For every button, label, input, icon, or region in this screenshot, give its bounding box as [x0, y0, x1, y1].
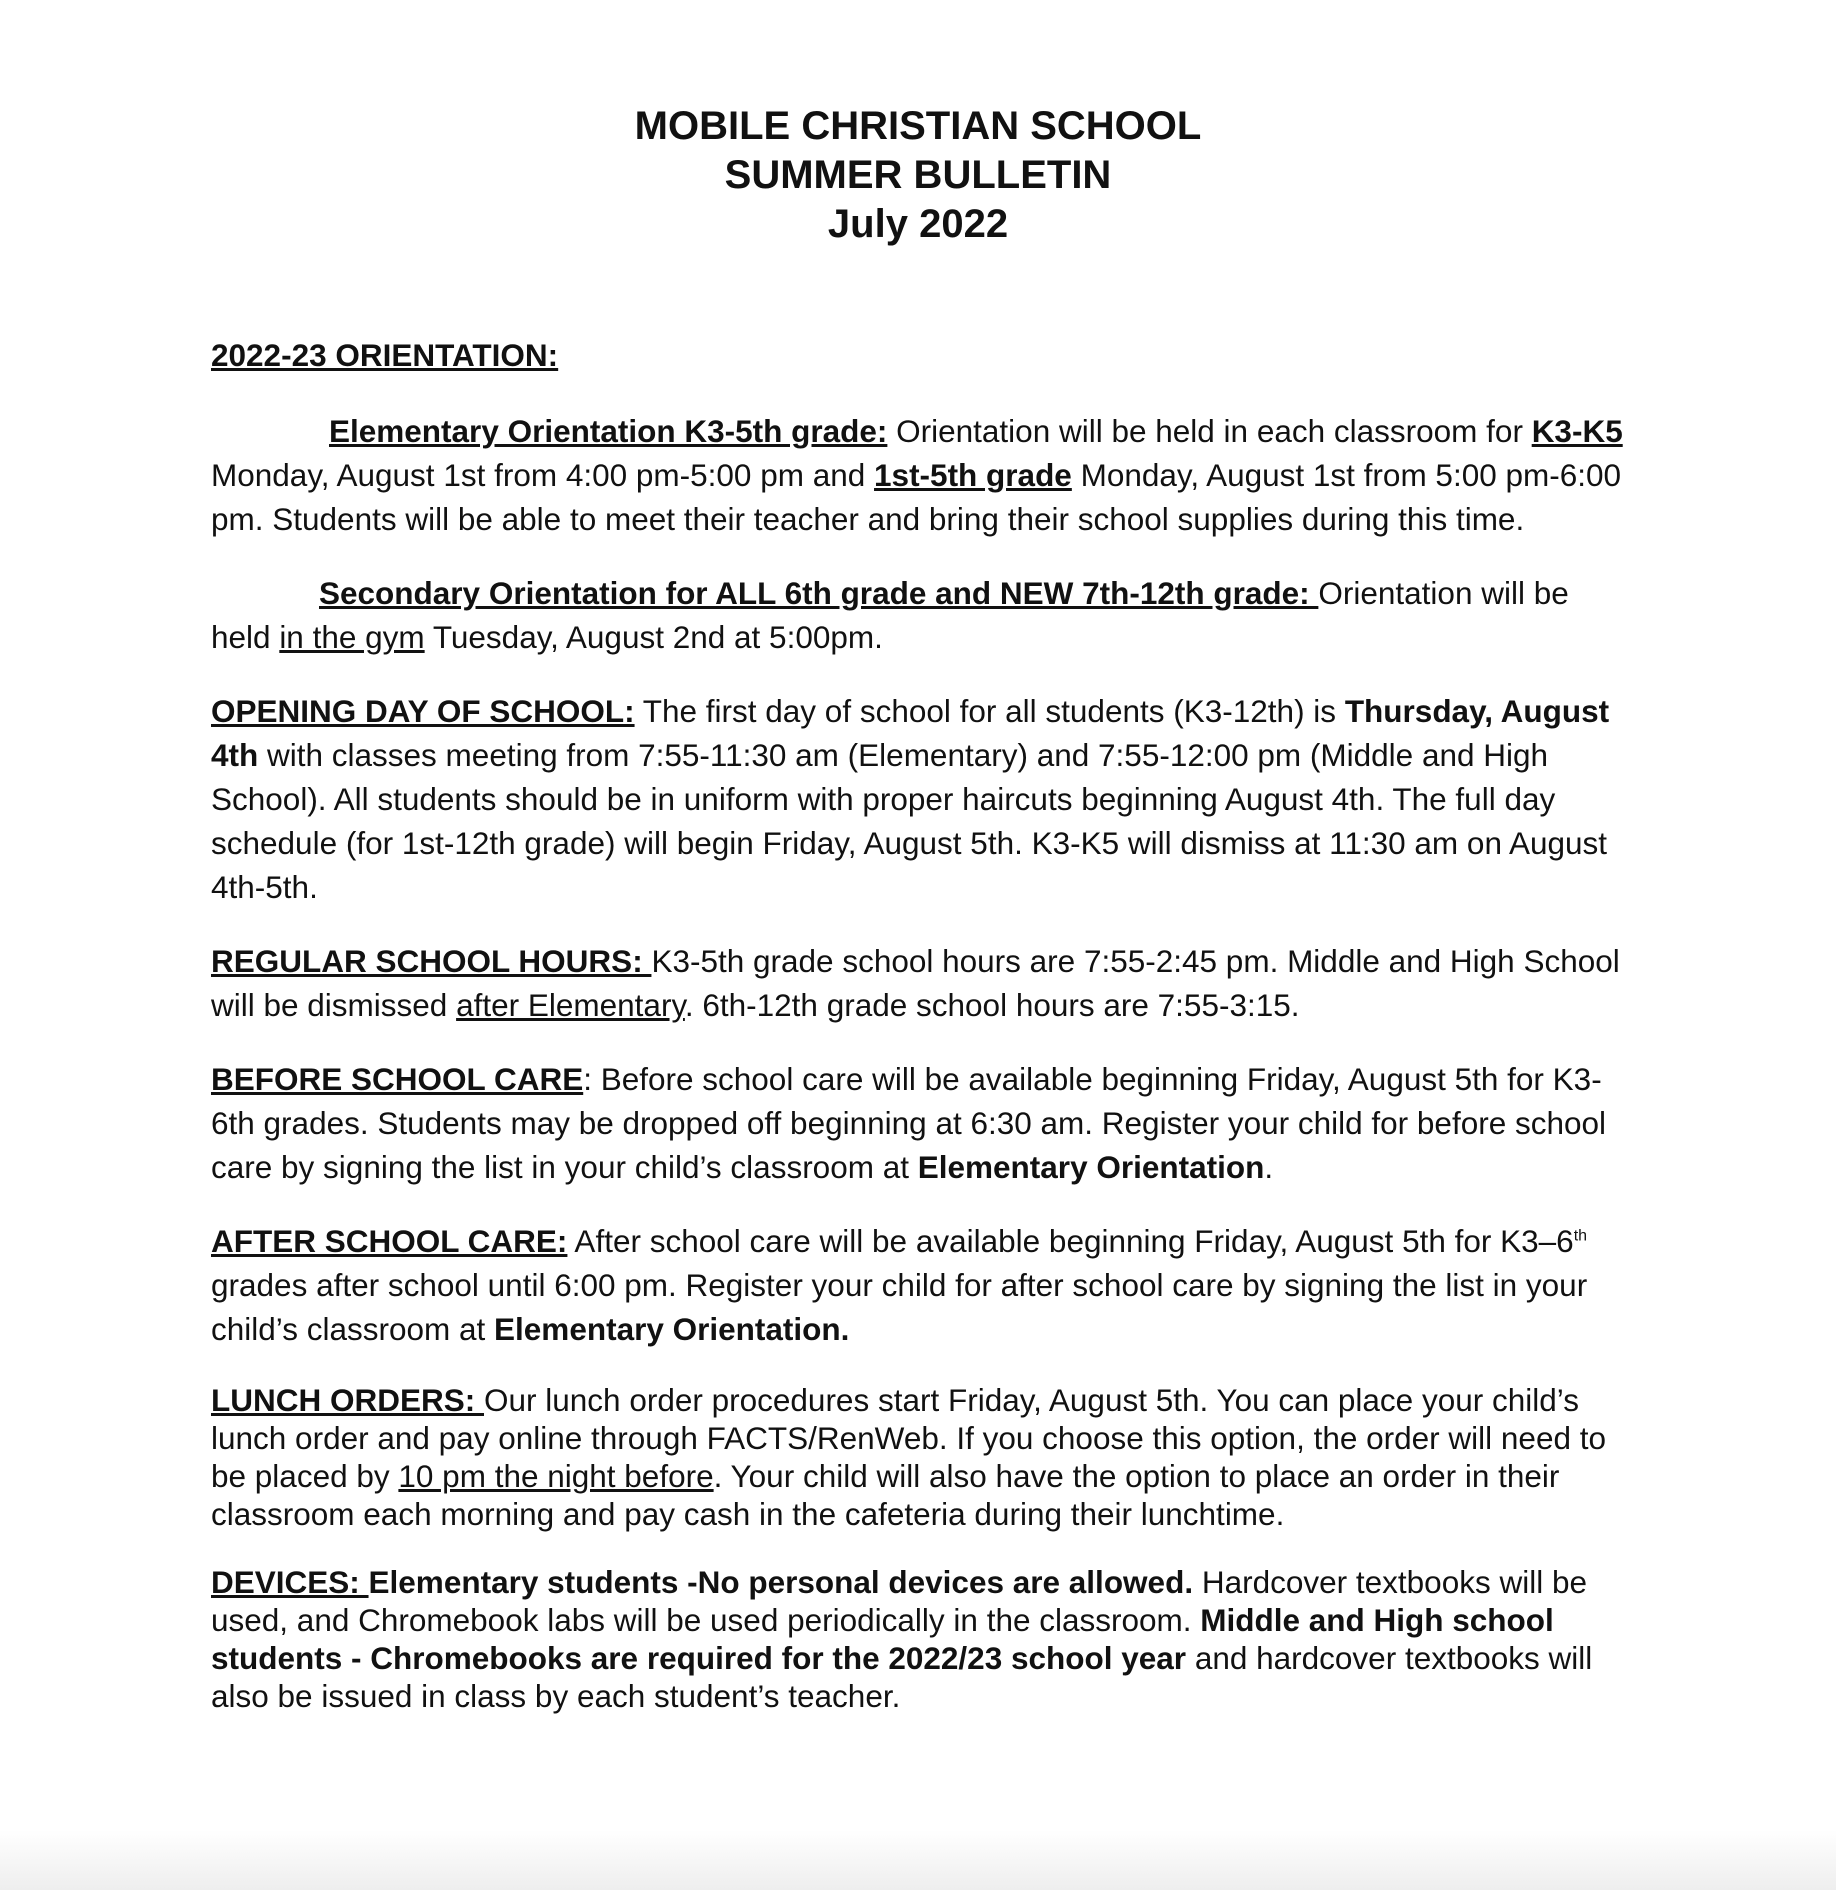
devices-paragraph: DEVICES: Elementary students -No personal devices are allowed. Hardcover textbooks will be used, and Chromebook labs will be used periodically in the classroom. Middle and High school students - Chromebooks are required for the 2022/23 school year and hardcover textbooks will also be issued in class by each student’s teacher.	[211, 1564, 1593, 1714]
gym-location: in the gym	[279, 619, 425, 655]
opening-day-label: OPENING DAY OF SCHOOL:	[211, 693, 635, 729]
orientation-heading: 2022-23 ORIENTATION:	[211, 337, 559, 373]
elementary-orientation-paragraph: Elementary Orientation K3-5th grade: Orientation will be held in each classroom for K3-K5 Monday, August 1st from 4:00 pm-5:00 pm and 1st-5th grade Monday, August 1st from 5:00 pm-6:00 pm. Students will be able to meet their teacher and bring their school supplies during this time.	[211, 413, 1623, 537]
regular-hours-label: REGULAR SCHOOL HOURS:	[211, 943, 652, 979]
lunch-orders-label: LUNCH ORDERS:	[211, 1382, 484, 1418]
bulletin-date: July 2022	[827, 202, 1009, 246]
after-care-paragraph: AFTER SCHOOL CARE: After school care will be available beginning Friday, August 5th for K3–6th grades after school until 6:00 pm. Register your child for after school care by signing the list in your child’s classroom at Elementary Orientation.	[211, 1223, 1588, 1347]
opening-day-paragraph: OPENING DAY OF SCHOOL: The first day of school for all students (K3-12th) is Thursday, August 4th with classes meeting from 7:55-11:30 am (Elementary) and 7:55-12:00 pm (Middle and High School). All students should be in uniform with proper haircuts beginning August 4th. The full day schedule (for 1st-12th grade) will begin Friday, August 5th. K3-K5 will dismiss at 11:30 am on August 4th-5th.	[211, 693, 1610, 905]
school-name: MOBILE CHRISTIAN SCHOOL	[634, 104, 1202, 148]
lunch-deadline: 10 pm the night before	[398, 1458, 714, 1494]
devices-label: DEVICES:	[211, 1564, 369, 1600]
opening-date: Thursday, August 4th	[211, 693, 1610, 773]
lunch-orders-paragraph: LUNCH ORDERS: Our lunch order procedures start Friday, August 5th. You can place your child’s lunch order and pay online through FACTS/RenWeb. If you choose this option, the order will need to be placed by 10 pm the night before. Your child will also have the option to place an order in their classroom each morning and pay cash in the cafeteria during their lunchtime.	[211, 1382, 1606, 1532]
after-elementary-text: after Elementary	[456, 987, 685, 1023]
before-care-paragraph: BEFORE SCHOOL CARE: Before school care will be available beginning Friday, August 5th for K3-6th grades. Students may be dropped off beginning at 6:30 am. Register your child for before school care by signing the list in your child’s classroom at Elementary Orientation.	[211, 1061, 1607, 1185]
grades-label: 1st-5th grade	[874, 457, 1072, 493]
bulletin-body	[211, 333, 1631, 1745]
secondary-orientation-paragraph: Secondary Orientation for ALL 6th grade and NEW 7th-12th grade: Orientation will be held in the gym Tuesday, August 2nd at 5:00pm.	[211, 575, 1569, 655]
before-care-label: BEFORE SCHOOL CARE	[211, 1061, 584, 1097]
secondary-orientation-label: Secondary Orientation for ALL 6th grade and NEW 7th-12th grade:	[319, 575, 1319, 611]
page-bottom-shadow	[0, 1830, 1836, 1890]
bulletin-title: SUMMER BULLETIN	[724, 153, 1112, 197]
k3-k5-label: K3-K5	[1531, 413, 1623, 449]
after-care-label: AFTER SCHOOL CARE:	[211, 1223, 568, 1259]
regular-hours-paragraph: REGULAR SCHOOL HOURS: K3-5th grade school hours are 7:55-2:45 pm. Middle and High School will be dismissed after Elementary. 6th-12th grade school hours are 7:55-3:15.	[211, 943, 1620, 1023]
bulletin-header	[0, 102, 1836, 249]
elementary-orientation-label: Elementary Orientation K3-5th grade:	[329, 413, 888, 449]
